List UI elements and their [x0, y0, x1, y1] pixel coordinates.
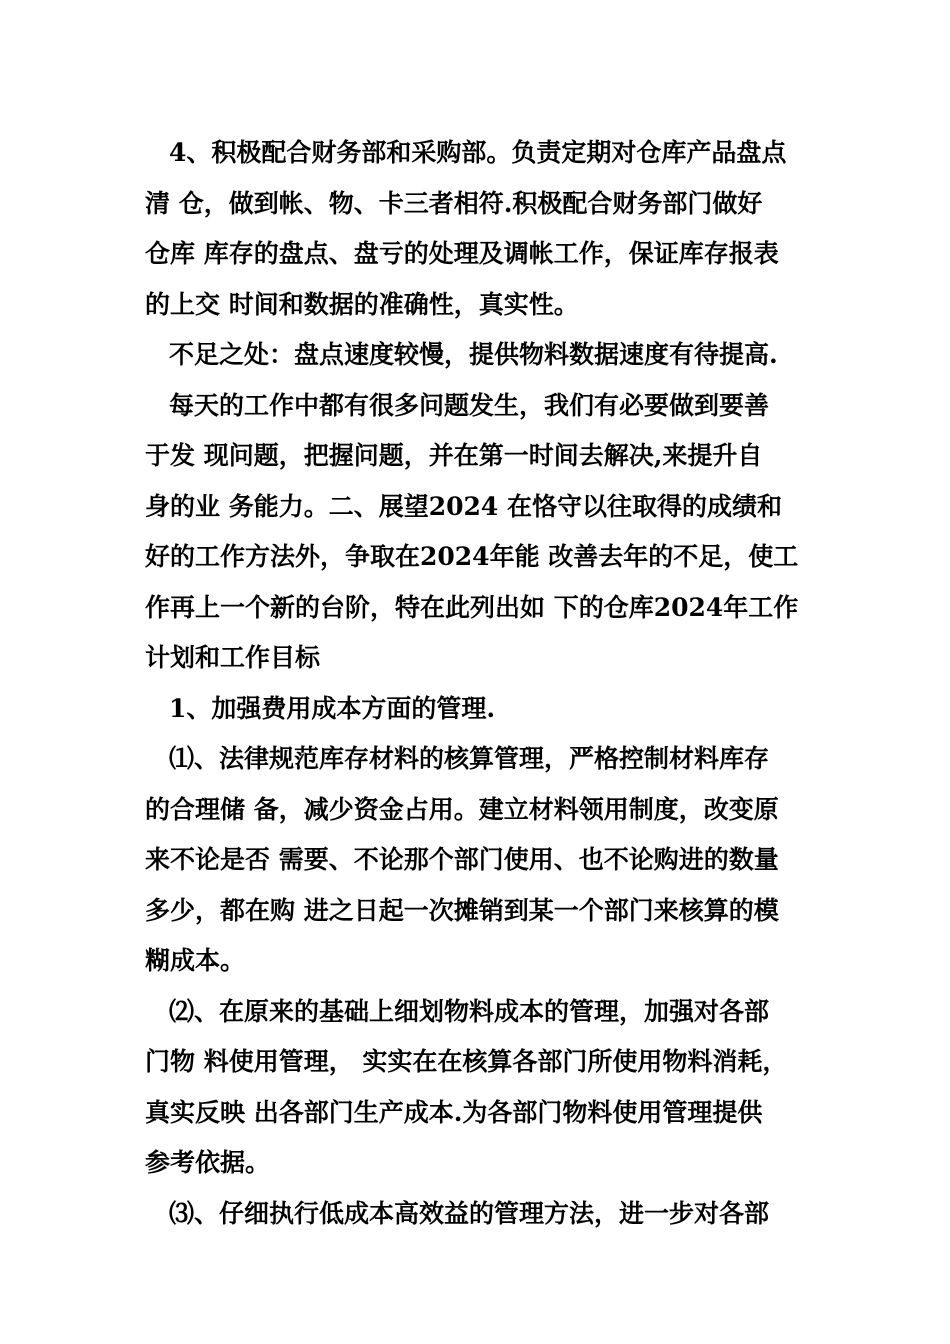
paragraph-line: 身的业 务能力。二、展望2024 在恪守以往取得的成绩和 [145, 491, 782, 521]
paragraph-line: 计划和工作目标 [145, 643, 321, 672]
paragraph-line: 好的工作方法外，争取在2024年能 改善去年的不足，使工 [145, 542, 799, 571]
paragraph-line: 来不论是否 需要、不论那个部门使用、也不论购进的数量 [145, 845, 779, 874]
paragraph-line: 参考依据。 [145, 1148, 271, 1177]
paragraph-line: 于发 现问题，把握问题，并在第一时间去解决,来提升自 [145, 441, 763, 470]
paragraph-line: 1、加强费用成本方面的管理. [169, 693, 496, 723]
paragraph-line: ⑵、在原来的基础上细划物料成本的管理，加强对各部 [169, 996, 770, 1026]
paragraph-line: 的上交 时间和数据的准确性，真实性。 [145, 289, 579, 319]
paragraph-line: ⑶、仔细执行低成本高效益的管理方法，进一步对各部 [169, 1198, 770, 1228]
body-text [145, 128, 810, 1239]
paragraph-line: 仓库 库存的盘点、盘亏的处理及调帐工作，保证库存报表 [145, 239, 779, 268]
paragraph-line: 门物 料使用管理， 实实在在核算各部门所使用物料消耗， [145, 1047, 788, 1076]
paragraph-line: 清 仓，做到帐、物、卡三者相符.积极配合财务部门做好 [145, 188, 763, 218]
paragraph-line: 的合理储 备，减少资金占用。建立材料领用制度，改变原 [145, 794, 779, 824]
paragraph-line: 作再上一个新的台阶，特在此列出如 下的仓库2024年工作 [145, 592, 799, 622]
paragraph-line: 真实反映 出各部门生产成本.为各部门物料使用管理提供 [145, 1097, 763, 1127]
paragraph-line: 糊成本。 [145, 946, 246, 975]
paragraph-line: 4、积极配合财务部和采购部。负责定期对仓库产品盘点 [169, 138, 787, 167]
paragraph-line: ⑴、法律规范库存材料的核算管理，严格控制材料库存 [169, 744, 770, 773]
paragraph-line: 每天的工作中都有很多问题发生，我们有必要做到要善 [169, 390, 770, 420]
paragraph-line: 不足之处：盘点速度较慢，提供物料数据速度有待提高. [169, 340, 778, 369]
paragraph-line: 多少，都在购 进之日起一次摊销到某一个部门来核算的模 [145, 895, 779, 925]
